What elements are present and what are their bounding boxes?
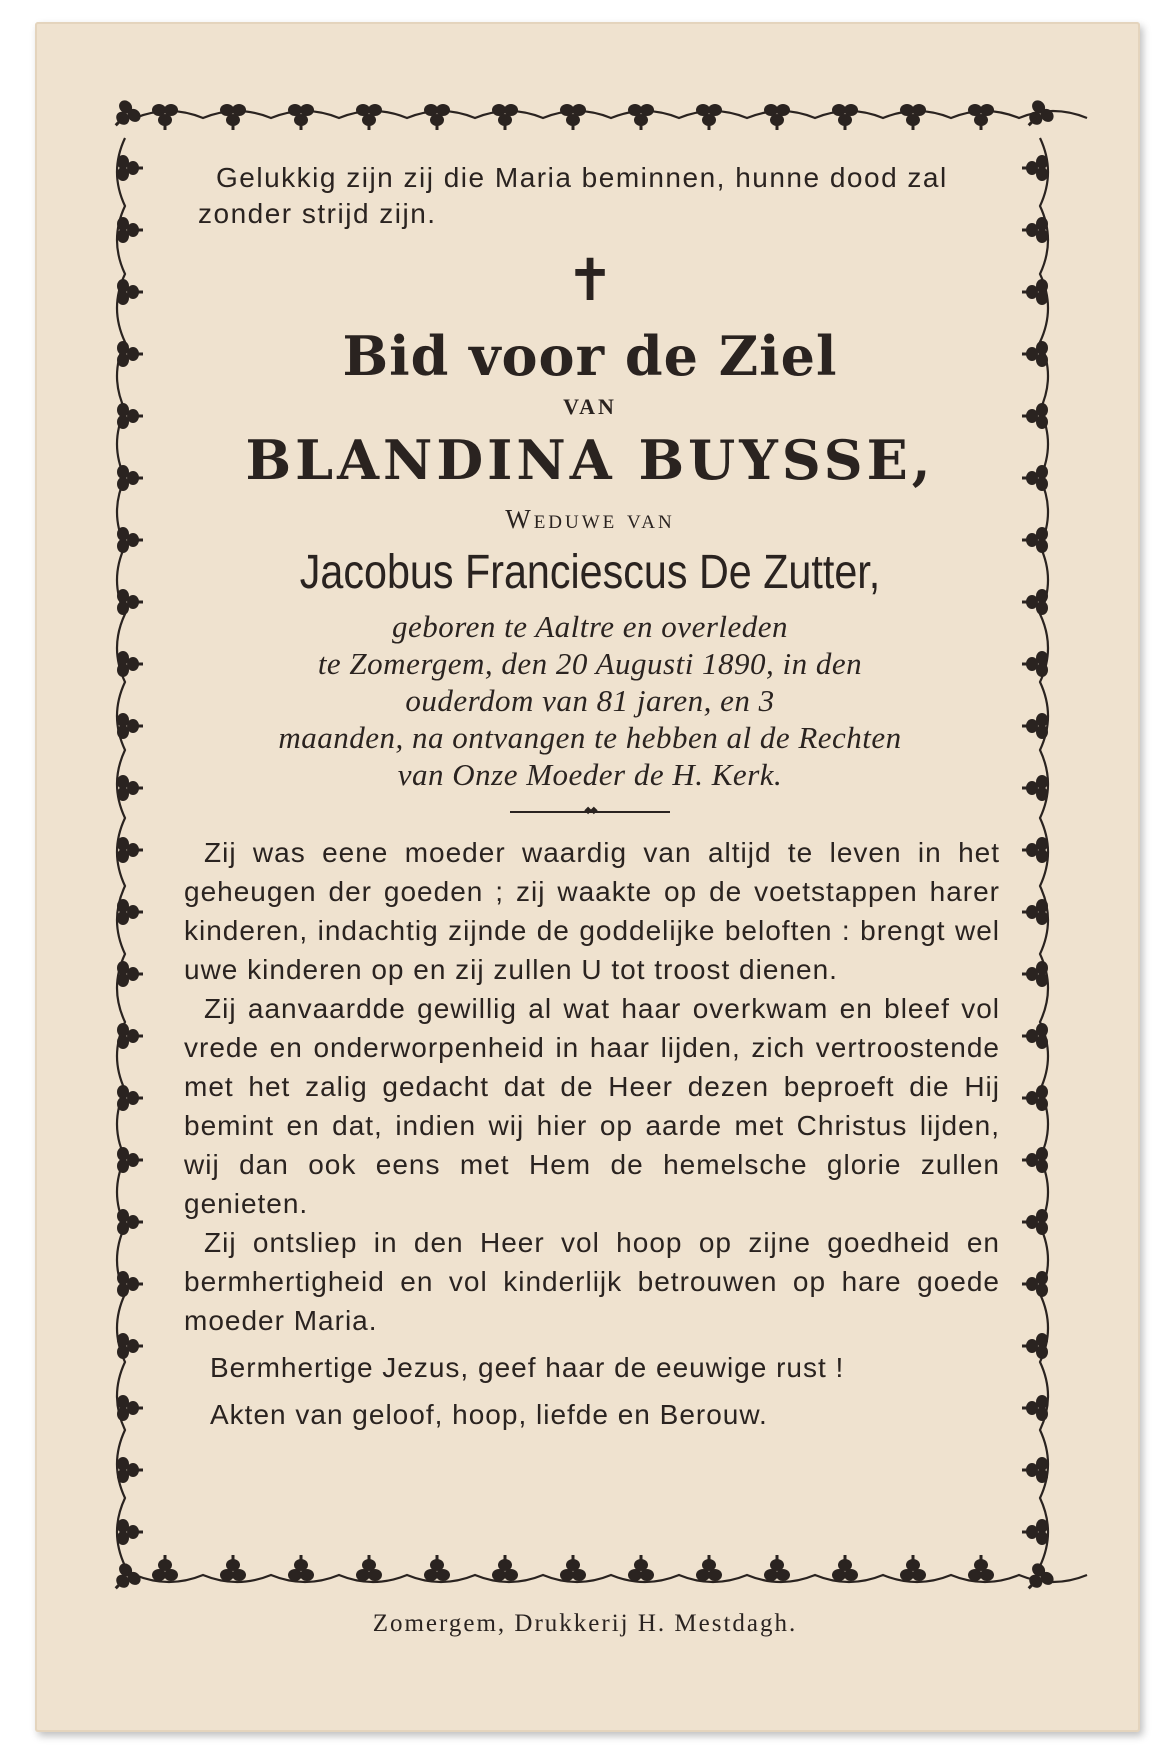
leaf-ornament [900,104,926,130]
leaf-ornament [117,1457,143,1483]
vine-line [135,111,1087,118]
leaf-ornament [152,104,178,130]
paragraph-text: Zij was eene moeder waardig van altijd te leven in het geheugen der goeden ; zij waakte op de voetstappen harer kinderen, indachtig zijnde de goddelijke beloften : brengt wel uwe kinderen op en zij zullen U tot troost dienen. [184,837,1000,985]
paragraph [184,833,1000,989]
leaf-ornament [117,217,143,243]
prayer: Bermhertige Jezus, geef haar de eeuwige rust ! [210,1352,845,1383]
details-line: maanden, na ontvangen te hebben al de Rechten [278,720,902,755]
leaf-ornament [117,713,143,739]
leaf-ornament [117,1519,143,1545]
leaf-ornament [117,1395,143,1421]
leaf-ornament [1022,1457,1048,1483]
leaf-ornament [1022,279,1048,305]
leaf-ornament [117,775,143,801]
leaf-ornament [1022,1333,1048,1359]
details-line: van Onze Moeder de H. Kerk. [397,757,783,792]
details [180,608,1000,793]
leaf-ornament [117,155,143,181]
leaf-ornament [1022,589,1048,615]
leaf-ornament [628,104,654,130]
leaf-ornament [1022,961,1048,987]
paragraph-text: Zij ontsliep in den Heer vol hoop op zijne goedheid en bermhertigheid en vol kinderlijk betrouwen op hare goede moeder Maria. [184,1227,1000,1336]
leaf-ornament [220,104,246,130]
leaf-ornament [106,1561,143,1598]
leaf-ornament [968,1555,994,1581]
leaf-ornament [1022,837,1048,863]
leaf-ornament [696,104,722,130]
leaf-ornament [1022,217,1048,243]
paragraph [184,1223,1000,1340]
leaf-ornament [117,527,143,553]
husband-name: Jacobus Franciescus De Zutter, [299,546,881,599]
leaf-ornament [356,1555,382,1581]
leaf-ornament [117,465,143,491]
widow-of-label: Weduwe van [505,504,675,534]
leaf-ornament [900,1555,926,1581]
leaf-ornament [628,1555,654,1581]
printer-credit: Zomergem, Drukkerij H. Mestdagh. [372,1610,798,1637]
details-line: ouderdom van 81 jaren, en 3 [405,683,775,718]
leaf-ornament [220,1555,246,1581]
leaf-ornament [560,104,586,130]
leaf-ornament [1022,527,1048,553]
leaf-ornament [1022,465,1048,491]
leaf-ornament [1022,1209,1048,1235]
vine-line [135,1575,1087,1582]
leaf-ornament [1019,1561,1056,1598]
leaf-ornament [492,1555,518,1581]
leaf-ornament [1022,1147,1048,1173]
leaf-ornament [117,403,143,429]
leaf-ornament [832,104,858,130]
leaf-ornament [117,899,143,925]
leaf-ornament [117,1023,143,1049]
leaf-ornament [1022,713,1048,739]
leaf-ornament [117,651,143,677]
leaf-ornament [696,1555,722,1581]
deceased-name: BLANDINA BUYSSE, [245,428,935,492]
leaf-ornament [106,98,143,135]
leaf-ornament [424,104,450,130]
motto: Gelukkig zijn zij die Maria beminnen, hunne dood zal zonder strijd zijn. [198,162,948,229]
leaf-ornament [1022,1271,1048,1297]
leaf-ornament [764,104,790,130]
details-line: geboren te Aaltre en overleden [391,609,789,644]
leaf-ornament [117,279,143,305]
leaf-ornament [117,1333,143,1359]
leaf-ornament [1022,1395,1048,1421]
leaf-ornament [117,961,143,987]
leaf-ornament [560,1555,586,1581]
leaf-ornament [117,1085,143,1111]
leaf-ornament [968,104,994,130]
details-line: te Zomergem, den 20 Augusti 1890, in den [317,646,863,681]
leaf-ornament [1022,1085,1048,1111]
leaf-ornament [117,589,143,615]
acts-of-faith: Akten van geloof, hoop, liefde en Berouw. [210,1399,768,1430]
leaf-ornament [832,1555,858,1581]
leaf-ornament [1022,155,1048,181]
heading: Bid voor de Ziel [342,324,838,388]
leaf-ornament [117,837,143,863]
leaf-ornament [1022,341,1048,367]
leaf-ornament [1022,403,1048,429]
divider [510,811,670,813]
leaf-ornament [492,104,518,130]
van-label: VAN [563,394,617,419]
leaf-ornament [288,1555,314,1581]
leaf-ornament [424,1555,450,1581]
leaf-ornament [356,104,382,130]
paragraph [184,989,1000,1223]
leaf-ornament [1022,1023,1048,1049]
leaf-ornament [764,1555,790,1581]
paragraph-text: Zij aanvaardde gewillig al wat haar overkwam en bleef vol vrede en onderworpenheid in haar lijden, zich vertroostende met het zalig gedacht dat de Heer dezen beproeft die Hij bemint en dat, indien wij hier op aarde met Christus lijden, wij dan ook eens met Hem de hemelsche glorie zullen genieten. [184,993,1000,1219]
leaf-ornament [152,1555,178,1581]
cross-icon: ✝ [565,246,615,314]
leaf-ornament [117,1209,143,1235]
leaf-ornament [117,1147,143,1173]
leaf-ornament [117,1271,143,1297]
leaf-ornament [117,341,143,367]
leaf-ornament [1022,899,1048,925]
leaf-ornament [288,104,314,130]
card-text [180,160,1000,1434]
leaf-ornament [1022,1519,1048,1545]
leaf-ornament [1022,775,1048,801]
leaf-ornament [1022,651,1048,677]
